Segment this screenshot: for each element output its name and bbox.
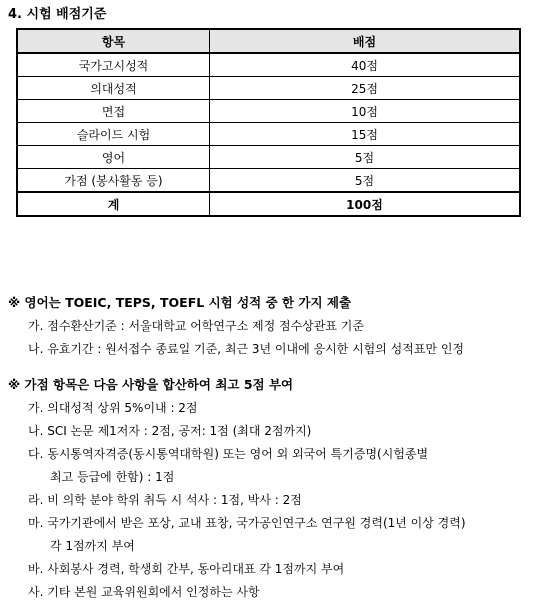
row-item: 면접 xyxy=(17,100,210,123)
row-score: 5점 xyxy=(210,146,521,169)
row-item: 의대성적 xyxy=(17,77,210,100)
section-title: 4. 시험 배점기준 xyxy=(8,7,107,22)
total-score: 100점 xyxy=(210,192,521,216)
bonus-note-line: 각 1점까지 부여 xyxy=(50,539,135,553)
bonus-note-line: 나. SCI 논문 제1저자 : 2점, 공저: 1점 (최대 2점까지) xyxy=(28,424,312,438)
table-row xyxy=(17,146,520,169)
header-item: 항목 xyxy=(17,29,210,53)
english-note-line: 나. 유효기간 : 원서접수 종료일 기준, 최근 3년 이내에 응시한 시험의 성적표만 인정 xyxy=(28,342,465,356)
english-note-heading: ※ 영어는 TOEIC, TEPS, TOEFL 시험 성적 중 한 가지 제출 xyxy=(8,295,352,310)
row-score: 40점 xyxy=(210,53,521,77)
bonus-note xyxy=(8,375,466,600)
table-row xyxy=(17,169,520,193)
score-table xyxy=(16,28,521,217)
bonus-note-heading: ※ 가점 항목은 다음 사항을 합산하여 최고 5점 부여 xyxy=(8,377,294,392)
row-item: 영어 xyxy=(17,146,210,169)
bonus-note-line: 바. 사회봉사 경력, 학생회 간부, 동아리대표 각 1점까지 부여 xyxy=(28,562,345,576)
bonus-note-line: 사. 기타 본원 교육위원회에서 인정하는 사항 xyxy=(28,585,260,599)
row-item: 국가고시성적 xyxy=(17,53,210,77)
bonus-note-line: 다. 동시통역자격증(동시통역대학원) 또는 영어 외 외국어 특기증명(시험종별 xyxy=(28,447,429,461)
table-row xyxy=(17,77,520,100)
english-note xyxy=(8,293,464,357)
total-item: 계 xyxy=(17,192,210,216)
row-score: 25점 xyxy=(210,77,521,100)
header-score: 배점 xyxy=(210,29,521,53)
row-score: 5점 xyxy=(210,169,521,193)
table-header-row xyxy=(17,29,520,53)
bonus-note-line: 라. 비 의학 분야 학위 취득 시 석사 : 1점, 박사 : 2점 xyxy=(28,493,302,507)
row-item: 가점 (봉사활동 등) xyxy=(17,169,210,193)
bonus-note-line: 마. 국가기관에서 받은 포상, 교내 표창, 국가공인연구소 연구원 경력(1년 이상 경력) xyxy=(28,516,466,530)
total-row xyxy=(17,192,520,216)
table-row xyxy=(17,123,520,146)
table-row xyxy=(17,100,520,123)
english-note-line: 가. 점수환산기준 : 서울대학교 어학연구소 제정 점수상관표 기준 xyxy=(28,319,364,333)
bonus-note-line: 가. 의대성적 상위 5%이내 : 2점 xyxy=(28,401,198,415)
row-score: 15점 xyxy=(210,123,521,146)
row-score: 10점 xyxy=(210,100,521,123)
row-item: 슬라이드 시험 xyxy=(17,123,210,146)
bonus-note-line: 최고 등급에 한함) : 1점 xyxy=(50,470,175,484)
table-row xyxy=(17,53,520,77)
